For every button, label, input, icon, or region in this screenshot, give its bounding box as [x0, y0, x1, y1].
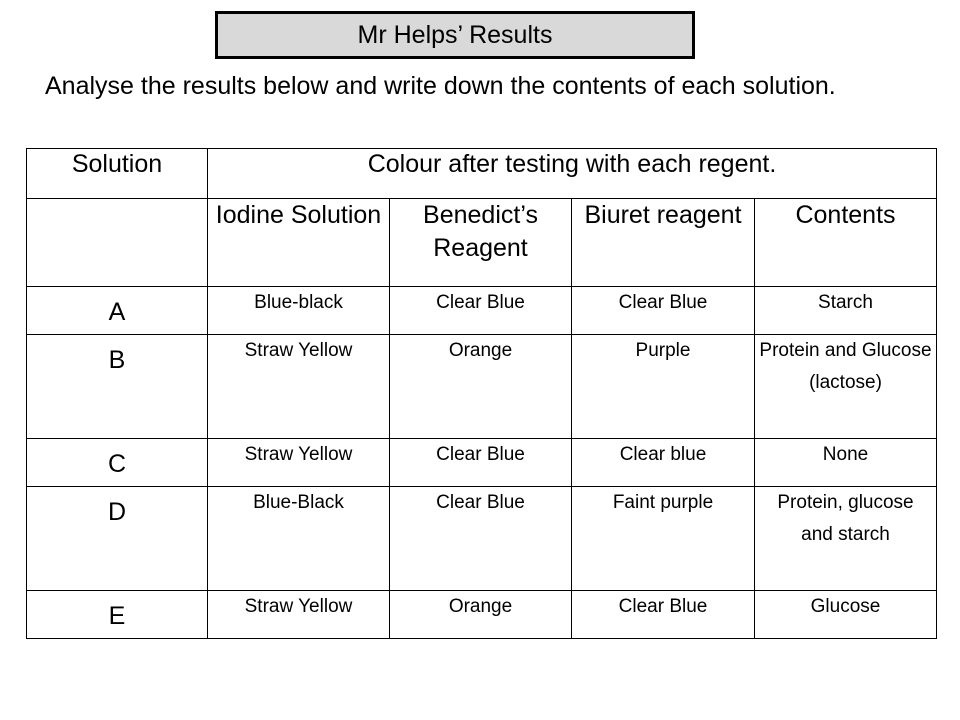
benedicts-cell: Clear Blue [390, 287, 572, 335]
benedicts-cell: Orange [390, 591, 572, 639]
table-row [27, 439, 937, 487]
solution-cell: D [27, 487, 208, 591]
table-subheader-row [27, 199, 937, 287]
title-box [215, 11, 695, 59]
instruction-text: Analyse the results below and write down the contents of each solution. [45, 72, 836, 100]
iodine-cell: Blue-black [208, 287, 390, 335]
biuret-cell: Clear Blue [572, 287, 755, 335]
column-header-iodine: Iodine Solution [208, 199, 390, 287]
solution-cell: E [27, 591, 208, 639]
table-header-row [27, 149, 937, 199]
page-title: Mr Helps’ Results [357, 20, 553, 49]
benedicts-cell: Clear Blue [390, 487, 572, 591]
contents-cell: None [755, 439, 937, 487]
solution-cell: C [27, 439, 208, 487]
solution-cell: B [27, 335, 208, 439]
iodine-cell: Straw Yellow [208, 591, 390, 639]
contents-cell: Starch [755, 287, 937, 335]
solution-cell: A [27, 287, 208, 335]
biuret-cell: Faint purple [572, 487, 755, 591]
results-table [26, 148, 937, 639]
biuret-cell: Clear Blue [572, 591, 755, 639]
table-row [27, 287, 937, 335]
column-header-benedicts: Benedict’s Reagent [390, 199, 572, 287]
contents-cell: Protein, glucose and starch [755, 487, 937, 591]
contents-cell: Glucose [755, 591, 937, 639]
iodine-cell: Straw Yellow [208, 335, 390, 439]
iodine-cell: Straw Yellow [208, 439, 390, 487]
table-row [27, 591, 937, 639]
contents-cell: Protein and Glucose (lactose) [755, 335, 937, 439]
benedicts-cell: Orange [390, 335, 572, 439]
benedicts-cell: Clear Blue [390, 439, 572, 487]
header-colour: Colour after testing with each regent. [208, 149, 937, 199]
column-header-contents: Contents [755, 199, 937, 287]
column-header-biuret: Biuret reagent [572, 199, 755, 287]
iodine-cell: Blue-Black [208, 487, 390, 591]
header-solution: Solution [27, 149, 208, 199]
subheader-empty-cell [27, 199, 208, 287]
biuret-cell: Clear blue [572, 439, 755, 487]
table-row [27, 487, 937, 591]
table-row [27, 335, 937, 439]
biuret-cell: Purple [572, 335, 755, 439]
